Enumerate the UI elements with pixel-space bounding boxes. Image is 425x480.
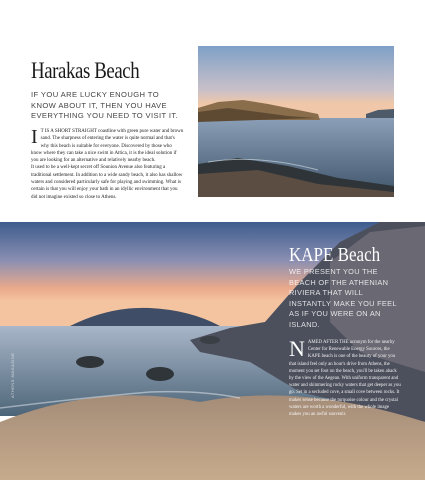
harakas-photo	[198, 46, 394, 197]
harakas-title: Harakas Beach	[31, 58, 140, 83]
harakas-body	[31, 128, 184, 201]
kape-title: KAPE Beach	[289, 244, 381, 266]
harakas-body-p1: T IS A SHORT STRAIGHT coastline with green pure water and brown sand. The sharpness of entering the water is quite normal and that's why this beach is suitable for everyone. Discovered by those who know where they can take a nice swim in Attica, it is the ideal solution if you are looking for an alternative and relatively nearby beach.	[31, 129, 184, 164]
harakas-body-p2: It used to be a well-kept secret off Sounion Avenue also featuring a traditional settlement. In addition to a wide sandy beach, it also has shallow waters and considered particularly safe for playing and swimming. What is certain is that you will enjoy your bath in an idyllic environment that you did not imagine existed so close to Athens.	[31, 165, 183, 200]
photo-credit: ATHENS MAGAZINE	[10, 352, 15, 398]
kape-body	[289, 336, 401, 418]
harakas-dropcap: I	[31, 126, 38, 148]
kape-dropcap: N	[289, 336, 305, 361]
kape-subtitle: WE PRESENT YOU THE BEACH OF THE ATHENIAN RIVIERA THAT WILL INSTANTLY MAKE YOU FEEL AS IF YOU WERE ON AN ISLAND.	[289, 267, 397, 329]
harakas-subtitle: IF YOU ARE LUCKY ENOUGH TO KNOW ABOUT IT, THEN YOU HAVE EVERYTHING YOU NEED TO VISIT IT.	[31, 90, 179, 120]
kape-body-text: AMED AFTER THE acronym for the nearby Center for Renewable Energy Sources, the KAPE beach is one of the beauty of your you that island feel only an hour's drive from Athens, the moment you set foot on the beach, you'll be taken aback by the view of the Aegean. With uniform transparent and water and shimmering rocky waters that get deeper as you go. Set in a secluded cove, a small cove between rocks. It makes sense because the turquoise colour and the crystal waters are worth a wonderful, with the whole image makes you an awful souvenir.	[289, 340, 401, 418]
harakas-section	[0, 0, 425, 222]
harakas-photo-image	[198, 46, 394, 197]
